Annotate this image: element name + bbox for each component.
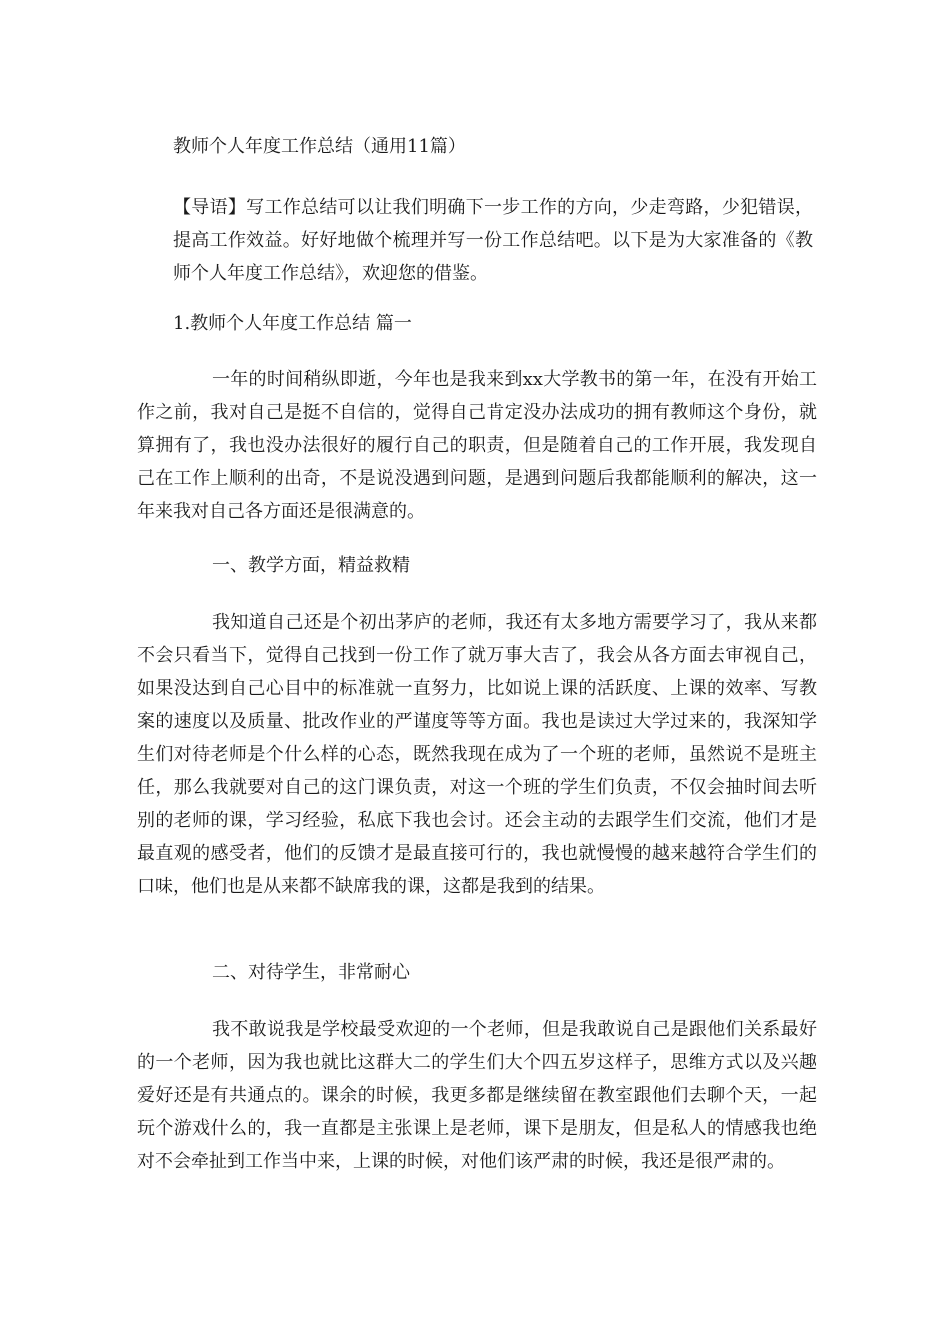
document-title: 教师个人年度工作总结（通用11篇） [173,136,466,157]
body-paragraph: 一年的时间稍纵即逝，今年也是我来到xx大学教书的第一年，在没有开始工作之前，我对自己是挺不自信的，觉得自己肯定没办法成功的拥有教师这个身份，就算拥有了，我也没办法很好的履行自己的职责，但是随着自己的工作开展，我发现自己在工作上顺利的出奇，不是说没遇到问题，是遇到问题后我都能顺利的解决，这一年来我对自己各方面还是很满意的。 [137,369,817,522]
subheading-students: 二、对待学生，非常耐心 [212,962,410,983]
body-paragraph: 我知道自己还是个初出茅庐的老师，我还有太多地方需要学习了，我从来都不会只看当下，觉得自己找到一份工作了就万事大吉了，我会从各方面去审视自己，如果没达到自己心目中的标准就一直努力，比如说上课的活跃度、上课的效率、写教案的速度以及质量、批改作业的严谨度等等方面。我也是读过大学过来的，我深知学生们对待老师是个什么样的心态，既然我现在成为了一个班的老师，虽然说不是班主任，那么我就要对自己的这门课负责，对这一个班的学生们负责，不仅会抽时间去听别的老师的课，学习经验，私底下我也会讨。还会主动的去跟学生们交流，他们才是最直观的感受者，他们的反馈才是最直接可行的，我也就慢慢的越来越符合学生们的口味，他们也是从来都不缺席我的课，这都是我到的结果。 [137,612,817,897]
subheading-teaching: 一、教学方面，精益救精 [212,555,410,576]
intro-paragraph: 【导语】写工作总结可以让我们明确下一步工作的方向，少走弯路，少犯错误，提高工作效益。好好地做个梳理并写一份工作总结吧。以下是为大家准备的《教师个人年度工作总结》，欢迎您的借鉴。 [173,197,813,284]
section-heading: 1.教师个人年度工作总结 篇一 [173,313,412,334]
body-paragraph: 我不敢说我是学校最受欢迎的一个老师，但是我敢说自己是跟他们关系最好的一个老师，因为我也就比这群大二的学生们大个四五岁这样子，思维方式以及兴趣爱好还是有共通点的。课余的时候，我更多都是继续留在教室跟他们去聊个天，一起玩个游戏什么的，我一直都是主张课上是老师，课下是朋友，但是私人的情感我也绝对不会牵扯到工作当中来，上课的时候，对他们该严肃的时候，我还是很严肃的。 [137,1019,817,1172]
